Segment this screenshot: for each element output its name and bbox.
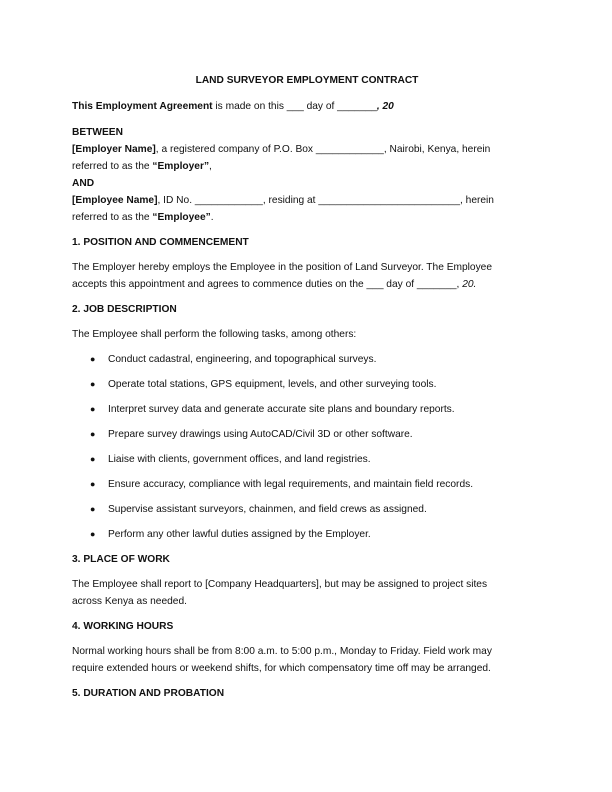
task-list [72,351,542,543]
list-item: ● Prepare survey drawings using AutoCAD/Civil 3D or other software. [72,426,542,451]
section-4-heading: 4. WORKING HOURS [72,621,174,632]
section-4-line-1: Normal working hours shall be from 8:00 a.m. to 5:00 p.m., Monday to Friday. Field work may [72,646,492,657]
bullet-icon: ● [90,454,96,464]
bullet-icon: ● [90,379,96,389]
list-item: ● Supervise assistant surveyors, chainmen, and field crews as assigned. [72,501,542,526]
employer-line-1: [Employer Name], a registered company of P.O. Box ____________, Nairobi, Kenya, herein [72,144,491,155]
contract-body [72,72,542,702]
agreement-label: This Employment Agreement [72,101,213,112]
section-5-heading: 5. DURATION AND PROBATION [72,688,225,699]
list-item: ● Ensure accuracy, compliance with legal requirements, and maintain field records. [72,476,542,501]
section-3-line-2: across Kenya as needed. [72,596,187,607]
bullet-icon: ● [90,354,96,364]
section-3-line-1: The Employee shall report to [Company Headquarters], but may be assigned to project sites [72,579,488,590]
employee-role: “Employee” [152,212,211,223]
list-item: ● Operate total stations, GPS equipment, levels, and other surveying tools. [72,376,542,401]
bullet-icon: ● [90,429,96,439]
section-2-lead: The Employee shall perform the following tasks, among others: [72,329,357,340]
section-1-line-2: accepts this appointment and agrees to commence duties on the ___ day of _______, 20. [72,279,477,290]
list-item: ● Perform any other lawful duties assigned by the Employer. [72,526,542,543]
and-label: AND [72,178,95,189]
intro-paragraph [72,98,542,115]
employee-line-2: referred to as the “Employee”. [72,212,214,223]
section-4-line-2: require extended hours or weekend shifts, for which compensatory time off may be arranged. [72,663,491,674]
section-1-heading: 1. POSITION AND COMMENCEMENT [72,237,249,248]
list-item: ● Interpret survey data and generate accurate site plans and boundary reports. [72,401,542,426]
bullet-icon: ● [90,504,96,514]
bullet-icon: ● [90,479,96,489]
employer-role: “Employer” [152,161,210,172]
employer-line-2: referred to as the “Employer”, [72,161,212,172]
bullet-icon: ● [90,529,96,539]
employer-name: [Employer Name] [72,144,156,155]
between-label: BETWEEN [72,127,123,138]
list-item: ● Liaise with clients, government offices, and land registries. [72,451,542,476]
section-2-heading: 2. JOB DESCRIPTION [72,304,177,315]
employee-name: [Employee Name] [72,195,158,206]
document-title: LAND SURVEYOR EMPLOYMENT CONTRACT [195,75,419,86]
intro-year: , 20 [376,101,394,112]
list-item: ● Conduct cadastral, engineering, and topographical surveys. [72,351,542,376]
section-1-year: 20. [459,279,477,290]
employee-line-1: [Employee Name], ID No. ____________, residing at _________________________, herein [72,195,494,206]
bullet-icon: ● [90,404,96,414]
section-1-line-1: The Employer hereby employs the Employee in the position of Land Surveyor. The Employee [72,262,492,273]
intro-text: is made on this ___ day of _______ [212,101,377,112]
section-3-heading: 3. PLACE OF WORK [72,554,170,565]
